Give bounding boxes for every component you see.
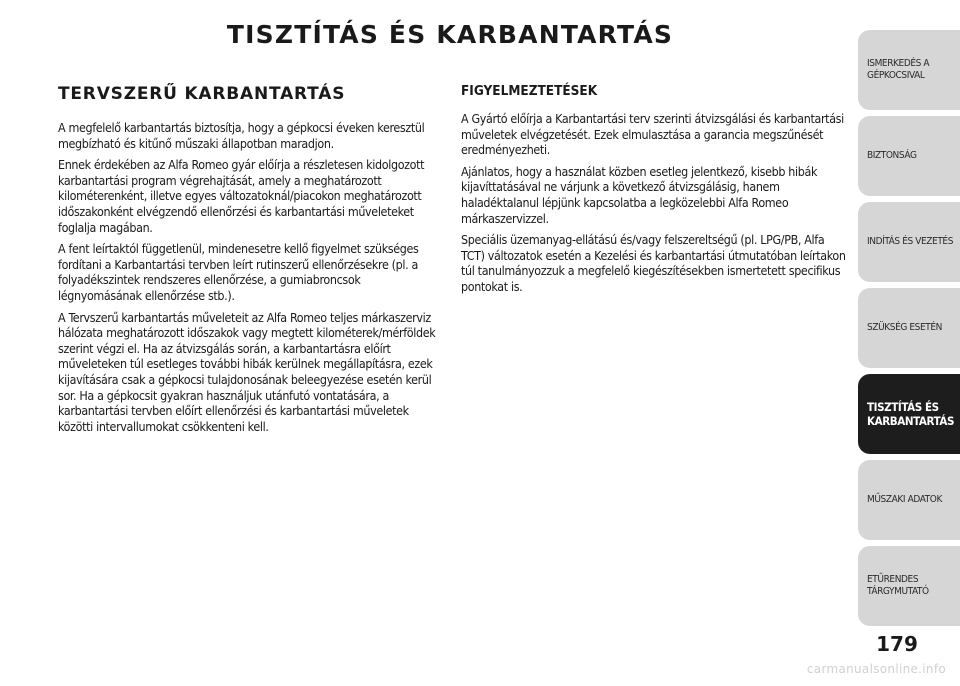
left-column [58,82,444,440]
page-title: TISZTÍTÁS ÉS KARBANTARTÁS [226,20,674,49]
sidebar-tab-safety[interactable] [858,116,960,196]
paragraph: A fent leírtaktól függetlenül, mindenesetre kellő figyelmet szükséges fordítani a Karbantartási tervben leírt rutinszerű ellenőrzésekre (pl. a folyadékszintek rendszeres ellenőrzése, a gumiabroncsok légnyomásának ellenőrzése stb.). [58,241,419,303]
sidebar-tab-label: INDÍTÁS ÉS VEZETÉS [867,236,954,247]
paragraph: A Tervszerű karbantartás műveleteit az Alfa Romeo teljes márkaszerviz hálózata meghatározott időszakok vagy megtett kilométerek/mérföldek szerint végzi el. Ha az átvizsgálás során, a karbantartásra előírt műveleteken túl esetleges további hibák kerülnek megállapításra, ezek kijavítására csak a gépkocsi tulajdonosának beleegyezése esetén kerül sor. Ha a gépkocsit gyakran használjuk utánfutó vontatására, a karbantartási tervben előírt ellenőrzési és karbantartási műveletek közötti intervallumokat csökkenteni kell. [58,309,436,434]
sidebar-tab-maintenance[interactable] [858,374,960,454]
paragraph: A megfelelő karbantartás biztosítja, hogy a gépkocsi éveken keresztül megbízható és kitűnő műszaki állapotban maradjon. [58,120,425,151]
sidebar-tab-technical-data[interactable] [858,460,960,540]
sidebar-tab-index[interactable] [858,546,960,626]
sidebar-tab-label: MŰSZAKI ADATOK [867,494,942,505]
sidebar-tab-label: TISZTÍTÁS ÉS KARBANTARTÁS [867,400,954,428]
page-number: 179 [876,632,918,656]
sidebar-tab-emergency[interactable] [858,288,960,368]
sidebar-tab-starting-driving[interactable] [858,202,960,282]
paragraph: Ennek érdekében az Alfa Romeo gyár előírja a részletesen kidolgozott karbantartási program végrehajtását, amely a meghatározott kilométerenként, illetve egyes változatoknál/piacokon meghatározott időszakonként elvégzendő ellenőrzési és karbantartási műveleteket foglalja magában. [58,157,425,235]
section-heading-maintenance: TERVSZERŰ KARBANTARTÁS [58,84,346,104]
footer-watermark: carmanualsonline.info [806,662,946,676]
warning-paragraph: Speciális üzemanyag-ellátású és/vagy felszereltségű (pl. LPG/PB, Alfa TCT) változatok esetén a Kezelési és karbantartási útmutatóban leírtakon túl tanulmányozzuk a megfelelő kiegészítésekben ismertetett specifikus pontokat is. [461,232,846,294]
sidebar-tab-label: BIZTONSÁG [867,150,917,161]
warnings-heading: FIGYELMEZTETÉSEK [461,83,598,99]
chapter-sidebar [858,30,960,632]
warning-paragraph: Ajánlatos, hogy a használat közben esetleg jelentkező, kisebb hibák kijavíttatásával ne várjunk a következő átvizsgálásig, hanem haladéktalanul lépjünk kapcsolatba a legközelebbi Alfa Romeo márkaszervizzel. [461,163,818,226]
sidebar-tab-label: ETŰRENDES TÁRGYMUTATÓ [867,574,929,597]
warnings-column [461,82,849,301]
sidebar-tab-label: SZÜKSÉG ESETÉN [867,322,942,333]
sidebar-tab-label: ISMERKEDÉS A GÉPKOCSIVAL [867,58,930,81]
sidebar-tab-getting-to-know[interactable] [858,30,960,110]
warning-paragraph: A Gyártó előírja a Karbantartási terv szerinti átvizsgálási és karbantartási műveletek elvégzetését. Ezek elmulasztása a garancia megszűnését eredményezheti. [461,111,844,158]
